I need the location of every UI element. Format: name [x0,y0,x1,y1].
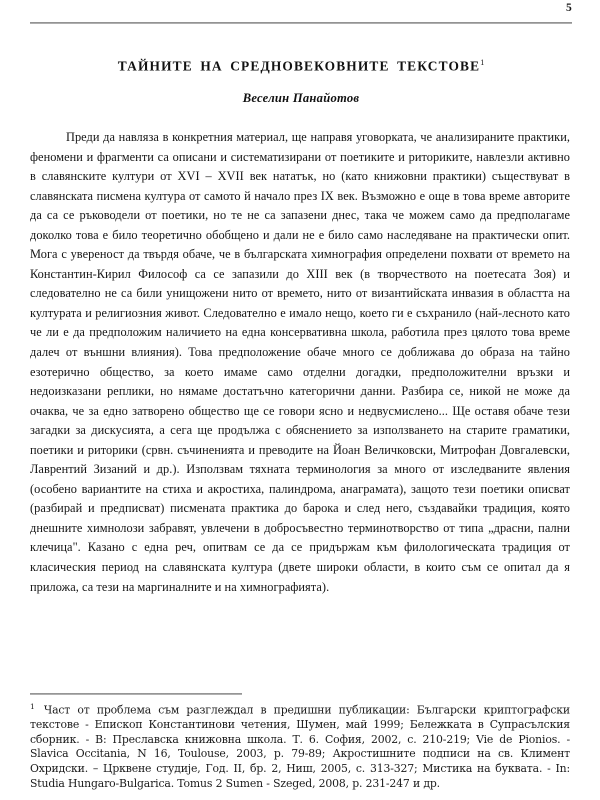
footnote-separator [30,693,242,695]
page-number: 5 [566,2,572,14]
title-text: ТАЙНИТЕ НА СРЕДНОВЕКОВНИТЕ ТЕКСТОВЕ [117,58,481,74]
title-block [30,58,572,106]
title-footnote-reference: 1 [480,58,485,67]
body-paragraph: Преди да навляза в конкретния материал, ще направя уговорката, че анализираните практики, феномени и фрагменти са описани и систематизирани от поетиките и риториките, навлезли активно в славянските култури от XVI – XVII век нататък, но (като книжовни практики) съществуват в славянската писмена култура от самото й начало през IX век. Възможно е още в това време авторите да са се ръководели от поетики, но те не са запазени днес, така че можем само да предполагаме доколко това е било теоретично обобщено и дали не е било само наследяване на практически опит. Мога с увереност да твърдя обаче, че в българската химнография определени похвати от времето на Константин-Кирил Философ са се запазили до XIII век (в творчеството на поетесата Зоя) и следователно не са били унищожени нито от времето, нито от византийската инвазия в областта на културата и религиозния живот. Следователно е имало нещо, което ги е съхранило (най-лесното като че ли е да предположим наличието на една консервативна школа, работила през цялото това време далеч от външни влияния). Това предположение обаче много се доближава до образа на тайно езотерично общество, за което имаме само отделни догадки, предположителни връзки и недоизказани реплики, но нямаме достатъчно категорични данни. Разбира се, никой не може да очаква, че за едно затворено общество ще се говори ясно и недвусмислено... Ще оставя обаче тези загадки за дискусията, а сега ще продължа с обяснението за използването на старите граматики, поетики и риторики (срвн. съчиненията и преводите на Йоан Величковски, Митрофан Довгалевски, Лаврентий Зизаний и др.). Използвам тяхната терминология за много от изследваните явления (особено вариантите на стиха и акростиха, палиндрома, анаграмата), защото тези поетики описват (разбирай и предписват) писмената практика до барока и след него, създавайки традиция, която днешните химнолози забравят, увлечени в добросъвестно терминотворство от типа „драсни, пални клечица". Казано с една реч, опитвам се да се придържам към филологическата традиция от класическия период на славянската култура (двете широки области, в които съм се опитал да я приложа, са тези на маргиналните и на химнографията). [30,130,570,594]
running-head [30,2,572,24]
footnote-item [30,700,570,791]
footnote-block [30,700,570,791]
footnote-text: Част от проблема съм разглеждал в предишни публикации: Български криптографски текстове - Епископ Константинови четения, Шумен, май 1999; Бележката в Супрасълския сборник. - В: Преславска книжовна школа. Т. 6. София, 2002, с. 210-219; Vie de Pionios. - Slavica Occitania, N 16, Toulouse, 2003, p. 79-89; Акростишните подписи на св. Климент Охридски. – Црквене студије, Год. II, бр. 2, Ниш, 2005, с. 313-327; Мистика на буквата. - In: Studia Hungaro-Bulgarica. Tomus 2 Sumen - Szeged, 2008, p. 231-247 и др. [30,703,570,790]
author-name: Веселин Панайотов [242,90,360,105]
header-rule [30,22,572,24]
footnote-marker: 1 [30,702,35,711]
body-text [30,128,570,597]
page-title [30,58,572,75]
